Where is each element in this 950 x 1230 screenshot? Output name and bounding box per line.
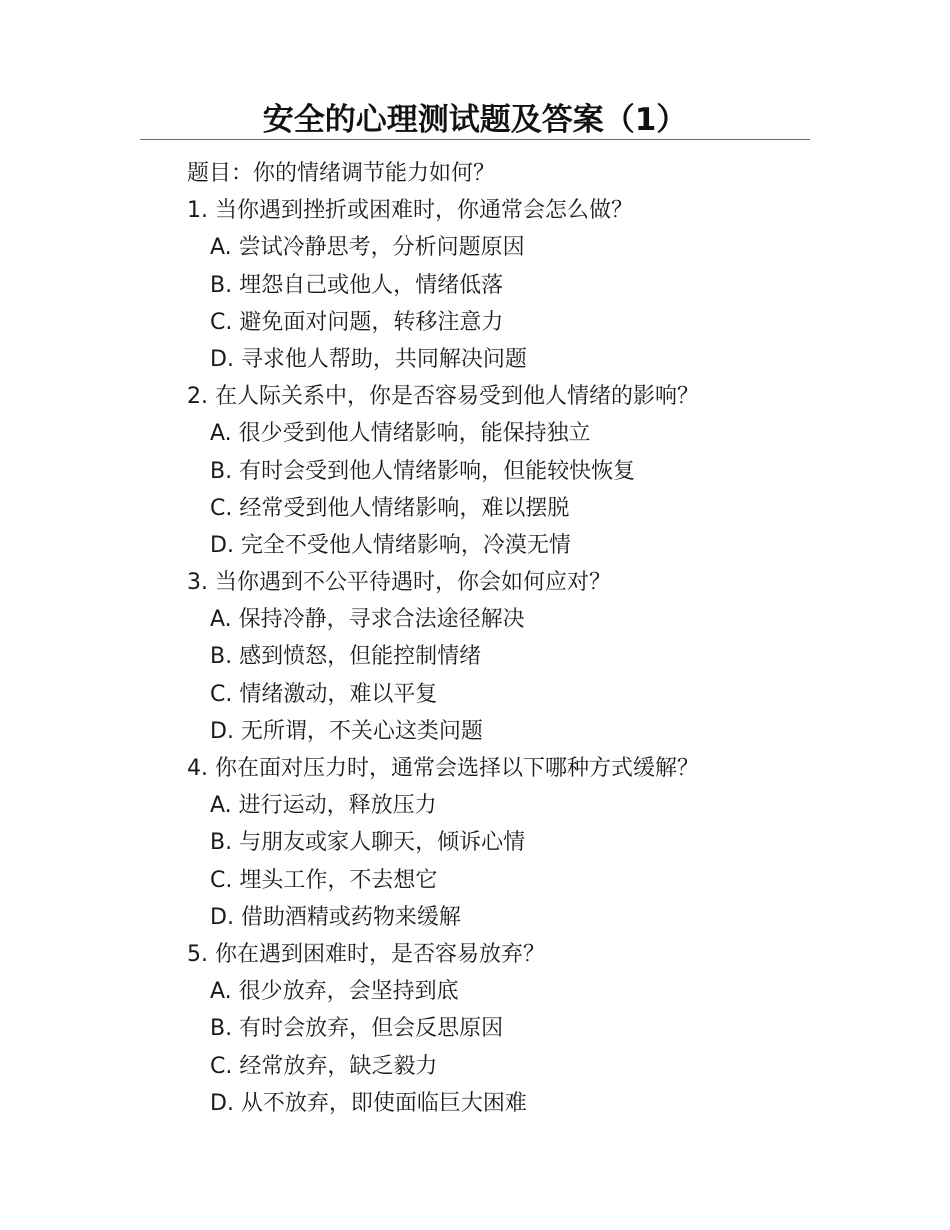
question-3-option-b: B. 感到愤怒，但能控制情绪: [210, 644, 482, 670]
question-1-option-d: D. 寻求他人帮助，共同解决问题: [210, 346, 527, 372]
question-3: 3. 当你遇到不公平待遇时，你会如何应对？: [187, 570, 611, 596]
document-title: 安全的心理测试题及答案（1）: [262, 102, 688, 138]
question-1-option-a: A. 尝试冷静思考，分析问题原因: [210, 235, 525, 261]
question-4-option-b: B. 与朋友或家人聊天，倾诉心情: [210, 830, 526, 856]
question-2-option-c: C. 经常受到他人情绪影响，难以摆脱: [210, 495, 570, 521]
question-3-option-c: C. 情绪激动，难以平复: [210, 681, 438, 707]
question-3-option-d: D. 无所谓，不关心这类问题: [210, 718, 483, 744]
quiz-subject: 题目：你的情绪调节能力如何？: [187, 161, 496, 186]
question-3-option-a: A. 保持冷静，寻求合法途径解决: [210, 607, 525, 633]
question-5-option-a: A. 很少放弃，会坚持到底: [210, 979, 459, 1005]
question-4-option-d: D. 借助酒精或药物来缓解: [210, 904, 461, 930]
question-2-option-d: D. 完全不受他人情绪影响，冷漠无情: [210, 532, 571, 558]
question-1-option-b: B. 埋怨自己或他人，情绪低落: [210, 272, 504, 298]
question-5-option-c: C. 经常放弃，缺乏毅力: [210, 1053, 438, 1079]
question-1-option-c: C. 避免面对问题，转移注意力: [210, 309, 504, 335]
question-1: 1. 当你遇到挫折或困难时，你通常会怎么做？: [187, 198, 633, 224]
question-4-option-c: C. 埋头工作，不去想它: [210, 867, 438, 893]
question-5-option-d: D. 从不放弃，即使面临巨大困难: [210, 1090, 527, 1116]
question-4-option-a: A. 进行运动，释放压力: [210, 793, 437, 819]
document-body: [187, 155, 827, 1122]
question-4: 4. 你在面对压力时，通常会选择以下哪种方式缓解？: [187, 756, 699, 781]
question-2-option-b: B. 有时会受到他人情绪影响，但能较快恢复: [210, 458, 636, 484]
question-2: 2. 在人际关系中，你是否容易受到他人情绪的影响？: [187, 384, 699, 410]
question-2-option-a: A. 很少受到他人情绪影响，能保持独立: [210, 421, 591, 447]
title-underline: [140, 139, 810, 140]
question-5: 5. 你在遇到困难时，是否容易放弃？: [187, 941, 545, 967]
question-5-option-b: B. 有时会放弃，但会反思原因: [210, 1016, 504, 1042]
